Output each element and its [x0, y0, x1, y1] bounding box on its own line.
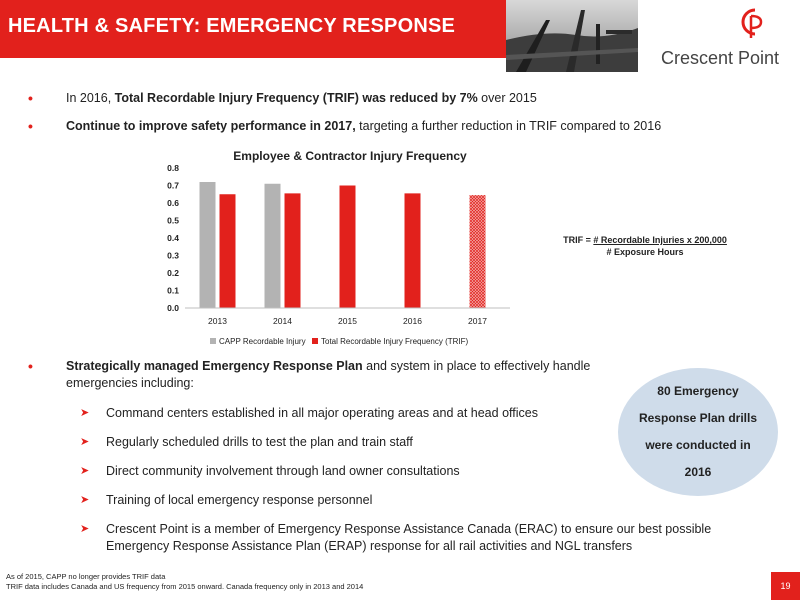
formula-denominator: # Exposure Hours	[606, 247, 684, 257]
sub-bullet-text: Regularly scheduled drills to test the plan and train staff	[106, 435, 413, 449]
logo-text: Crescent Point	[660, 48, 780, 68]
bullet-text-rest: and system in place to effectively handle emergencies including:	[66, 359, 591, 390]
legend-swatch	[210, 338, 216, 344]
bullet-text-bold: Total Recordable Injury Frequency (TRIF) was reduced by 7%	[114, 91, 478, 105]
arrow-icon: ➤	[80, 523, 90, 535]
y-tick-label: 0.7	[167, 180, 179, 191]
bar-trif-2016	[405, 193, 421, 308]
arrow-icon: ➤	[80, 407, 90, 419]
x-tick-label: 2013	[208, 316, 227, 326]
sub-bullet-text: Crescent Point is a member of Emergency Response Assistance Canada (ERAC) to ensure our best possible Emergency Response Assistance Plan (ERAP) response for all rail activities and NGL transfers	[106, 522, 712, 553]
formula-numerator: # Recordable Injuries x 200,000	[593, 235, 727, 245]
arrow-icon: ➤	[80, 465, 90, 477]
legend-label: CAPP Recordable Injury	[219, 337, 306, 346]
bullet-continue-improve	[28, 118, 788, 135]
bullet-dot-icon: •	[28, 358, 33, 374]
sub-bullet-text: Training of local emergency response personnel	[106, 493, 373, 507]
bar-trif-2017	[470, 195, 486, 308]
page-number: 19	[771, 572, 800, 600]
bar-trif-2015	[340, 186, 356, 309]
crescent-point-logo-icon	[735, 6, 765, 40]
bullet-text-post: over 2015	[477, 91, 537, 105]
sub-bullet-item	[28, 521, 728, 555]
arrow-icon: ➤	[80, 494, 90, 506]
sub-bullet-item	[28, 463, 728, 480]
sub-bullet-text: Direct community involvement through land owner consultations	[106, 464, 460, 478]
legend-label: Total Recordable Injury Frequency (TRIF)	[321, 337, 469, 346]
y-tick-label: 0.0	[167, 303, 179, 313]
emergency-plan-section	[28, 358, 628, 406]
footnote-line: As of 2015, CAPP no longer provides TRIF data	[6, 572, 166, 581]
x-tick-label: 2014	[273, 316, 292, 326]
y-tick-label: 0.3	[167, 250, 179, 261]
bullet-text-pre: In 2016,	[66, 91, 115, 105]
y-tick-label: 0.5	[167, 215, 179, 226]
bullet-trif-reduced	[28, 90, 788, 107]
x-tick-label: 2016	[403, 316, 422, 326]
bar-trif-2013	[220, 194, 236, 308]
y-tick-label: 0.4	[167, 233, 179, 243]
y-tick-label: 0.6	[167, 198, 179, 208]
sub-bullet-text: Command centers established in all major operating areas and at head offices	[106, 406, 538, 420]
y-tick-label: 0.2	[167, 268, 179, 278]
footnotes	[6, 572, 363, 592]
top-bullets	[28, 90, 788, 146]
y-tick-label: 0.8	[167, 163, 179, 173]
bullet-text-bold: Strategically managed Emergency Response Plan	[66, 359, 363, 373]
legend-swatch	[312, 338, 318, 344]
header-photo	[506, 0, 638, 72]
formula-lhs: TRIF =	[563, 235, 594, 245]
y-tick-label: 0.1	[167, 285, 179, 296]
callout-text: 80 Emergency Response Plan drills were conducted in 2016	[638, 384, 758, 479]
footnote-line: TRIF data includes Canada and US frequency from 2015 onward. Canada frequency only in 2013 and 2014	[6, 582, 364, 591]
injury-frequency-chart	[150, 158, 550, 354]
x-tick-label: 2015	[338, 316, 357, 326]
company-logo	[640, 4, 800, 70]
drills-callout	[618, 368, 778, 496]
trif-formula	[545, 234, 745, 258]
bar-capp-2014	[265, 184, 281, 308]
page-title: HEALTH & SAFETY: EMERGENCY RESPONSE	[8, 15, 456, 37]
chart-title: Employee & Contractor Injury Frequency	[233, 149, 467, 163]
bullet-text-bold: Continue to improve safety performance in 2017,	[66, 119, 356, 133]
x-tick-label: 2017	[468, 316, 487, 326]
bar-capp-2013	[200, 182, 216, 308]
bullet-emergency-plan	[28, 358, 598, 392]
arrow-icon: ➤	[80, 436, 90, 448]
bar-trif-2014	[285, 193, 301, 308]
bullet-dot-icon: •	[28, 90, 33, 106]
bullet-dot-icon: •	[28, 118, 33, 134]
sub-bullet-item	[28, 492, 728, 509]
bullet-text-post: targeting a further reduction in TRIF compared to 2016	[355, 119, 662, 133]
